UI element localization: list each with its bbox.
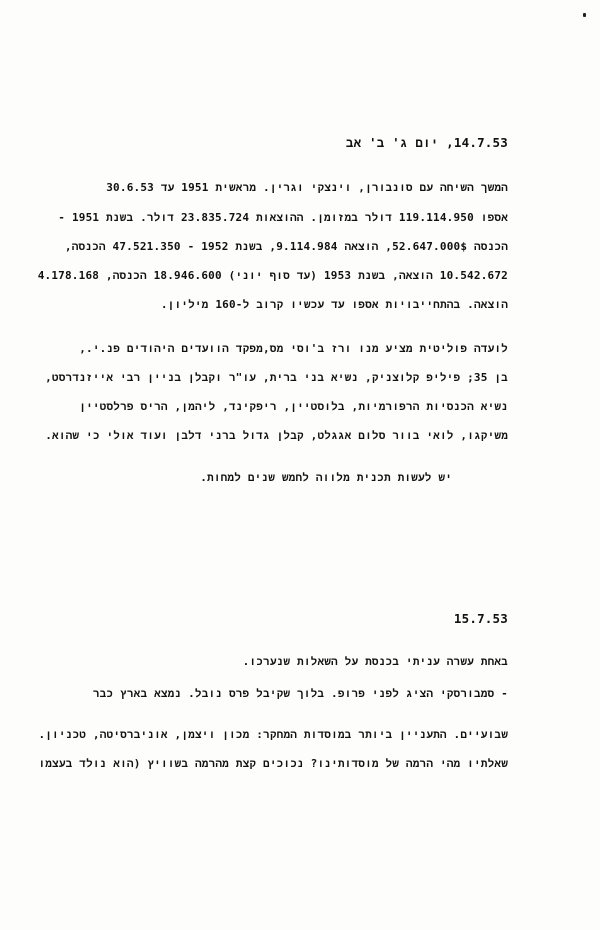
paragraph-line: הכנסה 52.647.000$, הוצאה 9.114.984, בשנת 1952 - 47.521.350 הכנסה, (64, 240, 508, 253)
entry-date: 15.7.53 (453, 611, 508, 626)
paragraph-line: בן 35; פיליפ קלוצניק, נשיא בני ברית, עו"ר וקבלן בניין רבי אייזנדרסט, (45, 371, 508, 384)
paragraph-line: נשיא הכנסיות הרפורמיות, בלוסטיין, ריפקינד, ליהמן, הריס פרלסטיין (79, 400, 508, 413)
paragraph-line: המשך השיחה עם סונבורן, וינצקי וגרין. מראשית 1951 עד 30.6.53 (106, 181, 508, 194)
paragraph-line: שבועיים. התעניין ביותר במוסדות המחקר: מכון ויצמן, אוניברסיטה, טכניון. (38, 728, 508, 741)
paragraph-line: - סמבורסקי הציג לפני פרופ. בלוך שקיבל פרס נובל. נמצא בארץ כבר (92, 687, 508, 700)
paragraph-line: שאלתיו מהי הרמה של מוסדותינו? נכוכים קצת מהרמה בשוויץ (הוא נולד בעצמו (38, 757, 508, 770)
paragraph-line: אספו 119.114.950 דולר במזומן. ההוצאות 23.835.724 דולר. בשנת 1951 - (58, 211, 508, 224)
paragraph-line: לועדה פוליטית מציע מנו ורז ב'וסי מס,מפקד הוועדים היהודים פנ.י., (79, 342, 508, 355)
paragraph-line: משיקגו, לואי בוור סלום אגגלט, קבלן גדול ברני דלבן ועוד אולי כי שהוא. (45, 429, 508, 442)
paragraph-line: הוצאה. בהתחייבויות אספו עד עכשיו קרוב ל-160 מיליון. (160, 298, 508, 311)
paragraph-line: יש לעשות תכנית מלווה לחמש שנים למחות. (200, 471, 452, 484)
paragraph-line: באחת עשרה עניתי בכנסת על השאלות שנערכו. (242, 655, 508, 668)
entry-date: 14.7.53, יום ג' ב' אב (345, 135, 508, 150)
corner-mark (583, 13, 586, 17)
paragraph-line: 10.542.672 הוצאה, בשנת 1953 (עד סוף יוני) 18.946.600 הכנסה, 4.178.168 (37, 269, 508, 282)
